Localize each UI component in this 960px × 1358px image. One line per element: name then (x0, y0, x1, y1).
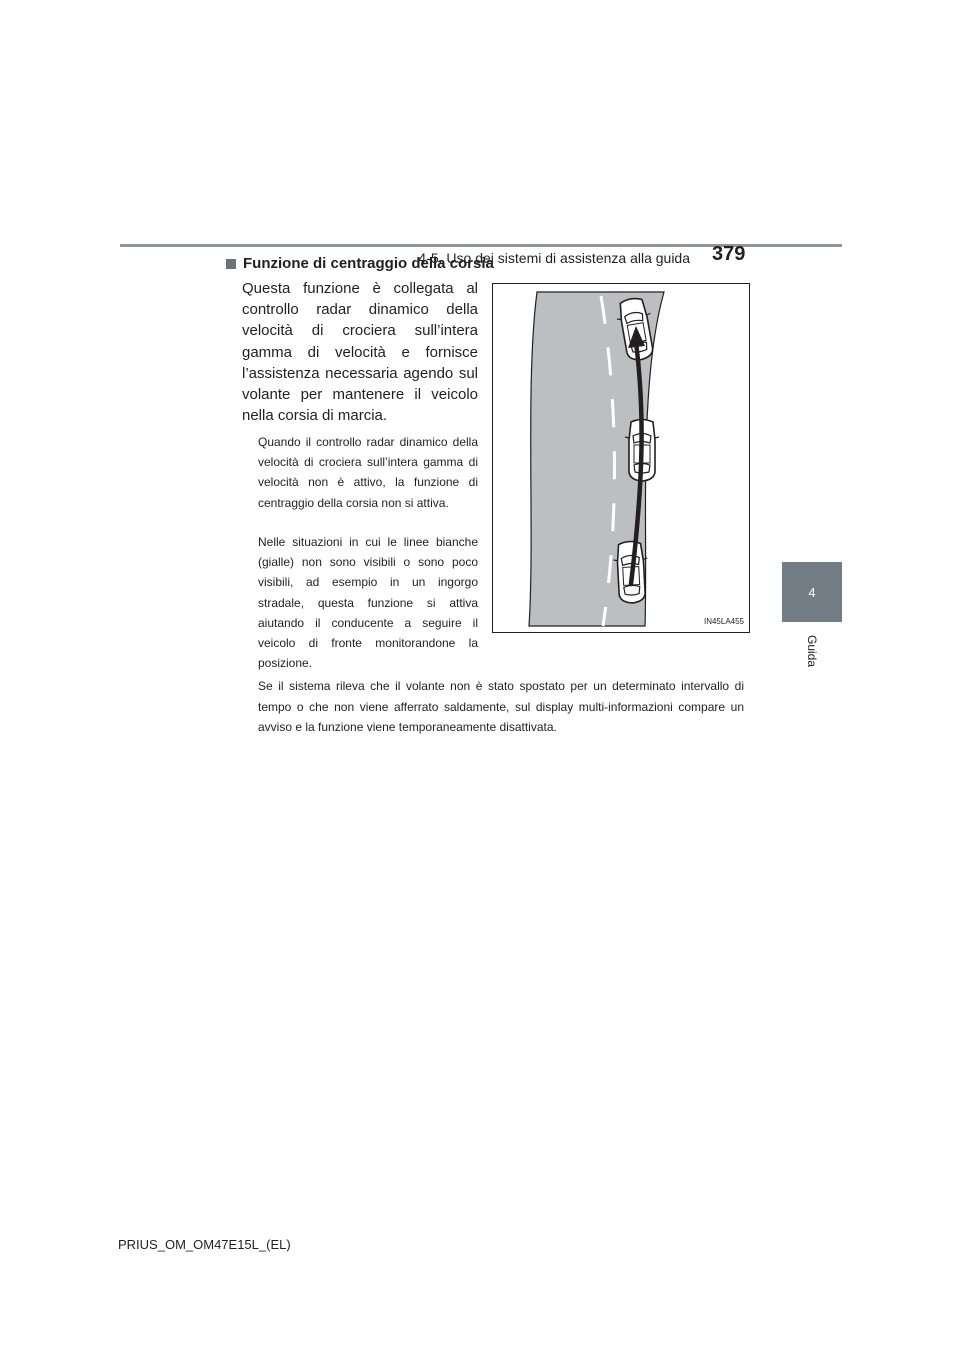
chapter-number: 4 (808, 584, 816, 600)
section-title: 4-5. Uso dei sistemi di assistenza alla guida (418, 250, 690, 266)
section-heading (226, 255, 494, 272)
lane-illustration (493, 284, 750, 633)
chapter-tab (782, 562, 842, 622)
note-paragraph: Quando il controllo radar dinamico della velocità di crociera sull’intera gamma di velocità non è attivo, la funzione di centraggio della corsia non si attiva. (258, 435, 478, 510)
page-number: 379 (712, 243, 746, 265)
note-paragraph: Nelle situazioni in cui le linee bianche (gialle) non sono visibili o sono poco visibili, ad esempio in un ingorgo stradale, questa funzione si attiva aiutando il conducente a seguire il veicolo di fronte monitorandone la posizione. (258, 535, 478, 671)
chapter-label (788, 626, 836, 676)
note-paragraph: Se il sistema rileva che il volante non è stato spostato per un determinato intervallo di tempo o che non viene afferrato saldamente, sul display multi-informazioni compare un avviso e la funzione viene temporaneamente disattivata. (258, 679, 744, 734)
document-id: PRIUS_OM_OM47E15L_(EL) (118, 1237, 291, 1252)
intro-paragraph: Questa funzione è collegata al controllo radar dinamico della velocità di crociera sull’intera gamma di velocità e fornisce l’assistenza necessaria agendo sul volante per mantenere il veicolo nella corsia di marcia. (242, 280, 478, 425)
heading-text: Funzione di centraggio della corsia (243, 255, 494, 272)
figure-code: IN45LA455 (703, 617, 744, 626)
square-bullet-icon (226, 259, 236, 269)
lane-centering-figure (492, 283, 750, 633)
chapter-name: Guida (805, 634, 819, 668)
